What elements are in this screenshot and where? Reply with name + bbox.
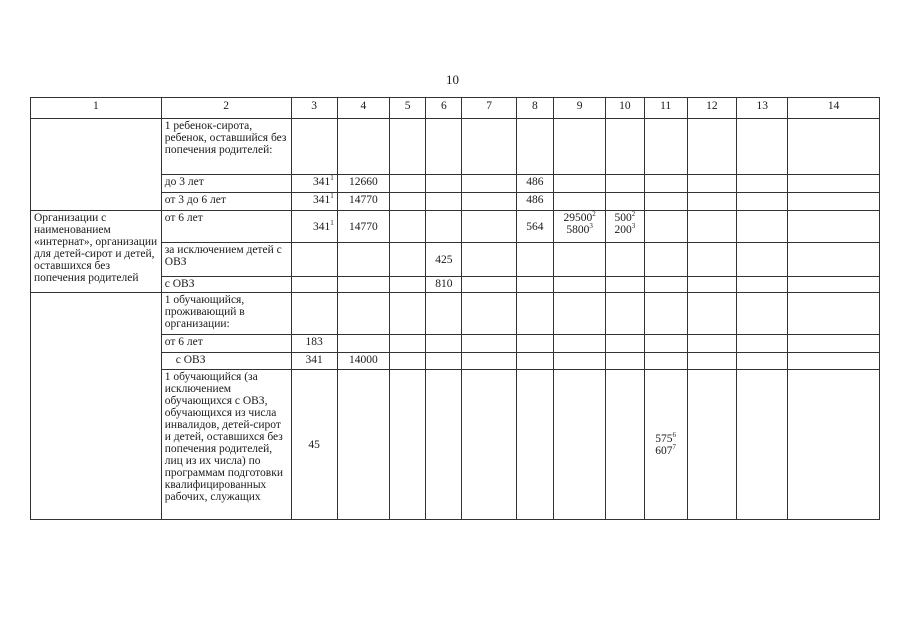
value-cell: 14770	[337, 193, 389, 211]
header-cell: 6	[426, 98, 462, 119]
value-cell: 12660	[337, 175, 389, 193]
header-cell: 12	[687, 98, 736, 119]
value-cell: $575^6$ $607^7$	[644, 370, 687, 520]
header-cell: 14	[788, 98, 880, 119]
row-label: до 3 лет	[161, 175, 291, 193]
value-cell: 341	[291, 353, 337, 370]
value-cell: 486	[516, 175, 553, 193]
organization-name: Организации с наименованием «интернат», организации для детей-сирот и детей, оставшихся без попечения родителей	[31, 211, 162, 293]
row-label: от 6 лет	[161, 211, 291, 243]
value-cell: 486	[516, 193, 553, 211]
value-cell: $341^1$	[291, 175, 337, 193]
header-cell: 7	[462, 98, 516, 119]
row-label: за исключением детей с ОВЗ	[161, 243, 291, 277]
value-cell: 425	[426, 243, 462, 277]
row-label: 1 обучающийся (за исключением обучающихся с ОВЗ, обучающихся из числа инвалидов, детей-сирот и детей, оставшихся без попечения родителей, лиц из их числа) по программам подготовки квалифицированных рабочих, служащих	[161, 370, 291, 520]
value-cell: 810	[426, 277, 462, 293]
header-cell: 13	[737, 98, 788, 119]
header-cell: 3	[291, 98, 337, 119]
row-label: 1 обучающийся, проживающий в организации:	[161, 293, 291, 335]
row-label: с ОВЗ	[161, 277, 291, 293]
header-row	[31, 98, 880, 119]
blank-cell	[31, 293, 162, 520]
header-cell: 4	[337, 98, 389, 119]
header-cell: 11	[644, 98, 687, 119]
header-cell: 10	[606, 98, 644, 119]
blank-cell	[31, 119, 162, 211]
value-cell: 29500$^2$ 5800$^3$	[554, 211, 606, 243]
value-cell: $341^1$	[291, 211, 337, 243]
page-number: 10	[446, 72, 459, 87]
value-cell: 45	[291, 370, 337, 520]
header-cell: 1	[31, 98, 162, 119]
row-label: от 3 до 6 лет	[161, 193, 291, 211]
value-cell: 564	[516, 211, 553, 243]
row-label: от 6 лет	[161, 335, 291, 353]
table-row	[31, 293, 880, 335]
row-label: с ОВЗ	[161, 353, 291, 370]
header-cell: 2	[161, 98, 291, 119]
value-cell: $500^2$ $200^3$	[606, 211, 644, 243]
header-cell: 5	[390, 98, 426, 119]
value-cell: $341^1$	[291, 193, 337, 211]
header-cell: 8	[516, 98, 553, 119]
value-cell: 14000	[337, 353, 389, 370]
value-cell: 183	[291, 335, 337, 353]
table-row	[31, 211, 880, 243]
norms-table	[30, 97, 880, 520]
row-label: 1 ребенок-сирота, ребенок, оставшийся без попечения родителей:	[161, 119, 291, 175]
value-cell: 14770	[337, 211, 389, 243]
header-cell: 9	[554, 98, 606, 119]
table-row	[31, 119, 880, 175]
